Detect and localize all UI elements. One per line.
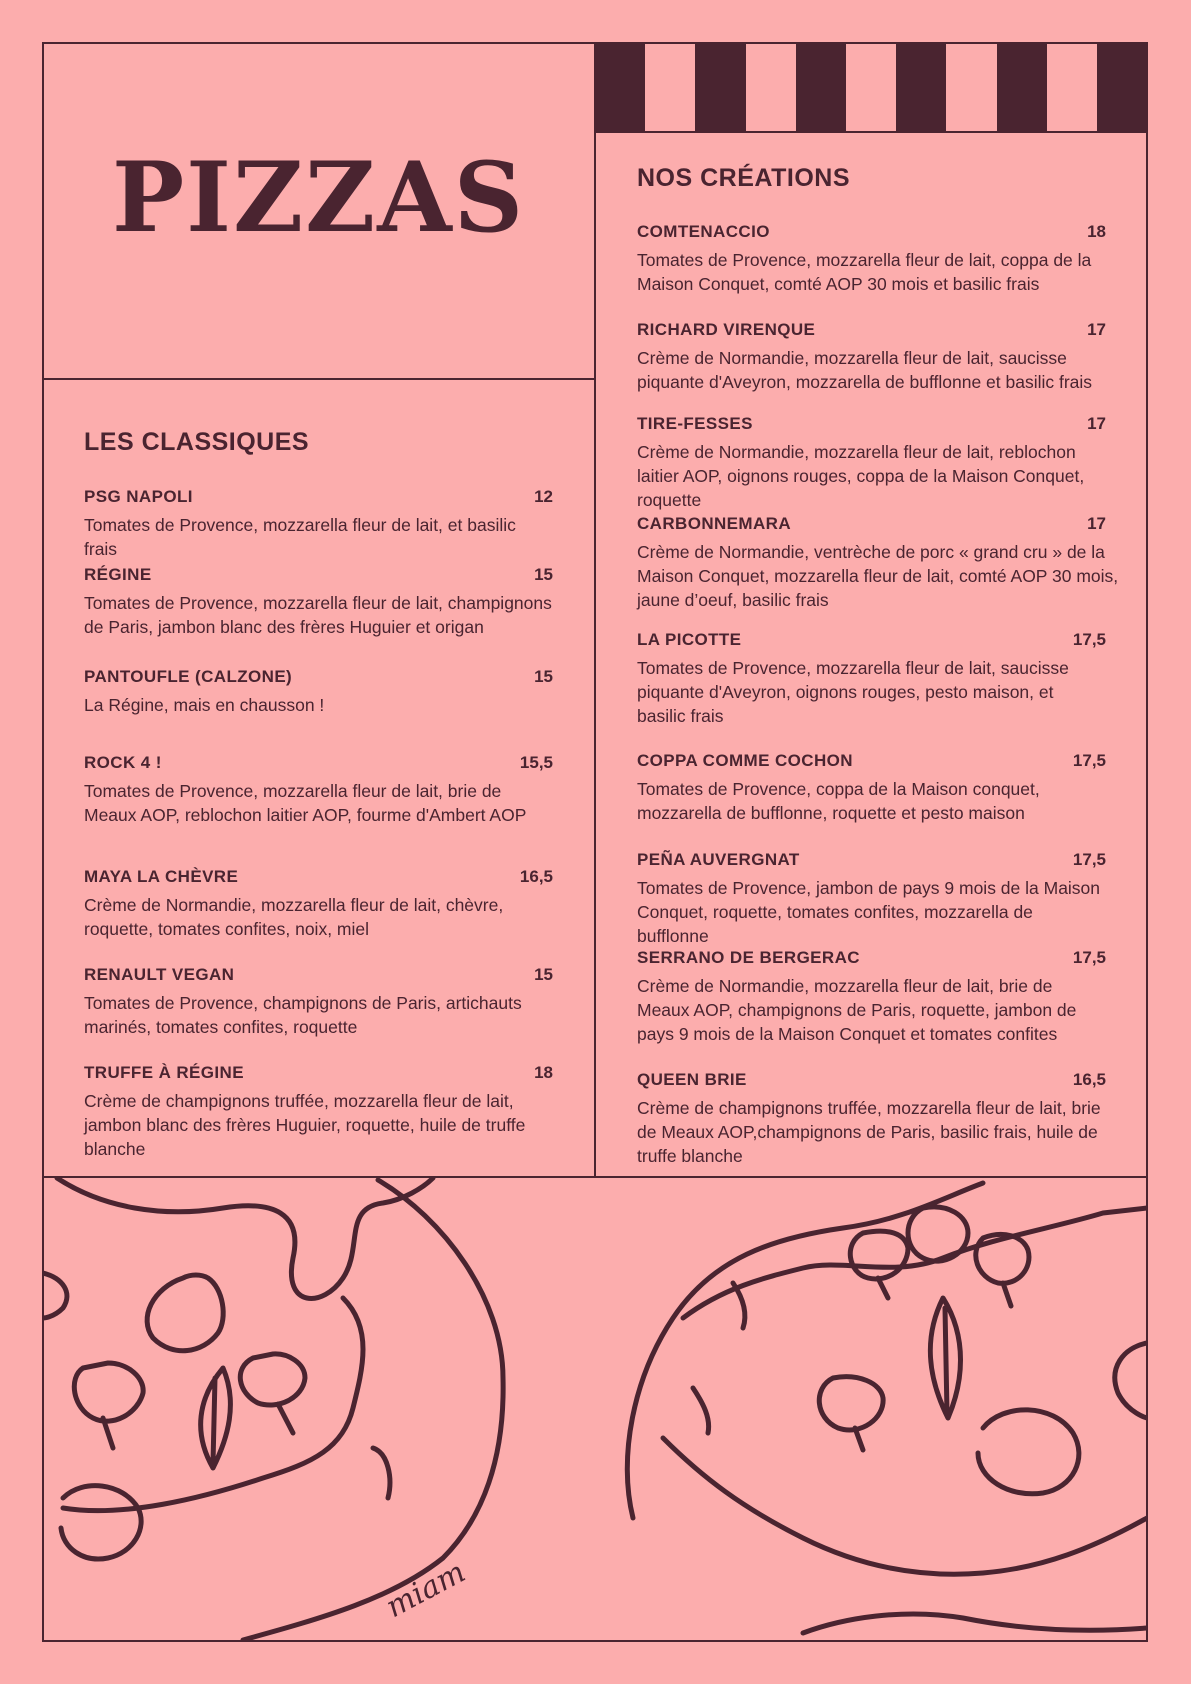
olive-topping — [61, 1486, 141, 1559]
item-price: 17,5 — [1072, 850, 1106, 869]
item-name: SERRANO DE BERGERAC — [637, 948, 860, 967]
item-description: Tomates de Provence, mozzarella fleur de lait, et basilic frais — [84, 515, 516, 559]
item-name: CARBONNEMARA — [637, 514, 792, 533]
item-description: Tomates de Provence, mozzarella fleur de lait, brie de Meaux AOP, reblochon laitier AOP, fourme d'Ambert AOP — [84, 781, 527, 825]
menu-item-psg-napoli — [84, 487, 553, 561]
menu-item-rock-4 — [84, 753, 553, 827]
item-price: 12 — [534, 487, 553, 506]
item-description: Tomates de Provence, jambon de pays 9 mois de la Maison Conquet, roquette, tomates confites, mozzarella de bufflonne — [637, 878, 1101, 946]
item-price: 17 — [1087, 414, 1106, 433]
crust-mark — [693, 1388, 709, 1433]
menu-item-regine — [84, 565, 553, 639]
item-description: Tomates de Provence, champignons de Paris, artichauts marinés, tomates confites, roquette — [84, 993, 522, 1037]
item-price: 15,5 — [519, 753, 553, 772]
pizza-illustration — [43, 1178, 1147, 1641]
menu-item-renault-vegan — [84, 965, 553, 1039]
menu-item-richard-virenque — [637, 320, 1106, 394]
pizza-edge-right — [803, 1614, 1147, 1633]
olive-topping — [373, 1448, 390, 1498]
menu-item-tire-fesses — [637, 414, 1119, 512]
menu-item-coppa-comme-cochon — [637, 751, 1106, 825]
item-name: COPPA COMME COCHON — [637, 751, 853, 770]
awning-stripes — [595, 43, 1147, 131]
item-description: Tomates de Provence, coppa de la Maison conquet, mozzarella de bufflonne, roquette et pesto maison — [637, 779, 1040, 823]
item-name: TRUFFE À RÉGINE — [84, 1063, 244, 1082]
menu-item-pena-auvergnat — [637, 850, 1106, 948]
crust-edge-left — [43, 1273, 67, 1318]
page-title: PIZZAS — [111, 141, 526, 254]
pizza-inner-right — [663, 1438, 1147, 1574]
item-description: Crème de champignons truffée, mozzarella fleur de lait, jambon blanc des frères Huguier, roquette, huile de truffe blanche — [84, 1091, 526, 1159]
item-name: COMTENACCIO — [637, 222, 770, 241]
item-name: RICHARD VIRENQUE — [637, 320, 816, 339]
item-price: 18 — [534, 1063, 553, 1082]
mushroom-topping — [74, 1363, 143, 1448]
item-price: 17,5 — [1072, 751, 1106, 770]
pizza-crust-left — [57, 1178, 433, 1298]
item-name: PANTOUFLE (CALZONE) — [84, 667, 293, 686]
item-price: 18 — [1087, 222, 1106, 241]
item-description: Tomates de Provence, mozzarella fleur de lait, saucisse piquante d'Aveyron, oignons rouges, pesto maison, et basilic frais — [637, 658, 1069, 726]
item-description: Crème de champignons truffée, mozzarella fleur de lait, brie de Meaux AOP,champignons de Paris, basilic frais, huile de truffe blanche — [637, 1098, 1101, 1166]
item-price: 17,5 — [1072, 948, 1106, 967]
item-price: 17 — [1087, 514, 1106, 533]
menu-item-pantoufle — [84, 667, 553, 717]
menu-item-carbonnemara — [637, 514, 1119, 612]
olive-topping — [978, 1410, 1079, 1494]
divider-title — [43, 378, 595, 380]
menu-item-maya-la-chevre — [84, 867, 553, 941]
item-price: 16,5 — [519, 867, 553, 886]
item-name: RENAULT VEGAN — [84, 965, 235, 984]
item-price: 16,5 — [1072, 1070, 1106, 1089]
item-price: 17,5 — [1072, 630, 1106, 649]
mushroom-topping — [908, 1207, 968, 1261]
section-title-classiques: LES CLASSIQUES — [84, 428, 310, 456]
item-description: Crème de Normandie, mozzarella fleur de lait, brie de Meaux AOP, champignons de Paris, roquette, jambon de pays 9 mois de la Maison Conquet et tomates confites — [637, 976, 1077, 1044]
item-name: ROCK 4 ! — [84, 753, 162, 772]
mushroom-topping — [240, 1354, 305, 1433]
mushroom-topping — [819, 1377, 883, 1450]
menu-item-serrano-de-bergerac — [637, 948, 1106, 1046]
item-name: MAYA LA CHÈVRE — [84, 867, 239, 886]
crust-mark — [733, 1283, 745, 1328]
item-price: 15 — [534, 965, 553, 984]
crust-edge-right — [1115, 1343, 1147, 1418]
pizza-crust-right — [683, 1208, 1147, 1318]
item-name: RÉGINE — [84, 565, 152, 584]
item-name: PEÑA AUVERGNAT — [637, 850, 800, 869]
item-description: Crème de Normandie, mozzarella fleur de lait, chèvre, roquette, tomates confites, noix, miel — [84, 895, 504, 939]
menu-item-comtenaccio — [637, 222, 1106, 296]
item-name: QUEEN BRIE — [637, 1070, 747, 1089]
item-description: La Régine, mais en chausson ! — [84, 695, 325, 715]
item-description: Crème de Normandie, mozzarella fleur de lait, saucisse piquante d'Aveyron, mozzarella de bufflonne et basilic frais — [637, 348, 1093, 392]
menu-item-la-picotte — [637, 630, 1106, 728]
section-title-creations: NOS CRÉATIONS — [637, 164, 850, 192]
item-description: Tomates de Provence, mozzarella fleur de lait, champignons de Paris, jambon blanc des frères Huguier et origan — [84, 593, 552, 637]
mushroom-topping — [147, 1275, 223, 1351]
menu-item-truffe-a-regine — [84, 1063, 553, 1161]
signature-miam: miam — [380, 1554, 472, 1626]
menu-item-queen-brie — [637, 1070, 1106, 1168]
item-price: 15 — [534, 667, 553, 686]
item-description: Crème de Normandie, ventrèche de porc « grand cru » de la Maison Conquet, mozzarella fleur de lait, comté AOP 30 mois, jaune d’oeuf, basilic frais — [637, 542, 1119, 610]
item-name: TIRE-FESSES — [637, 414, 753, 433]
divider-stripes — [595, 131, 1147, 133]
basil-leaf — [201, 1368, 231, 1468]
item-name: PSG NAPOLI — [84, 487, 193, 506]
item-description: Crème de Normandie, mozzarella fleur de lait, reblochon laitier AOP, oignons rouges, coppa de la Maison Conquet, roquette — [637, 442, 1085, 510]
item-name: LA PICOTTE — [637, 630, 742, 649]
basil-leaf — [930, 1298, 960, 1418]
item-price: 17 — [1087, 320, 1106, 339]
item-price: 15 — [534, 565, 553, 584]
item-description: Tomates de Provence, mozzarella fleur de lait, coppa de la Maison Conquet, comté AOP 30 mois et basilic frais — [637, 250, 1092, 294]
